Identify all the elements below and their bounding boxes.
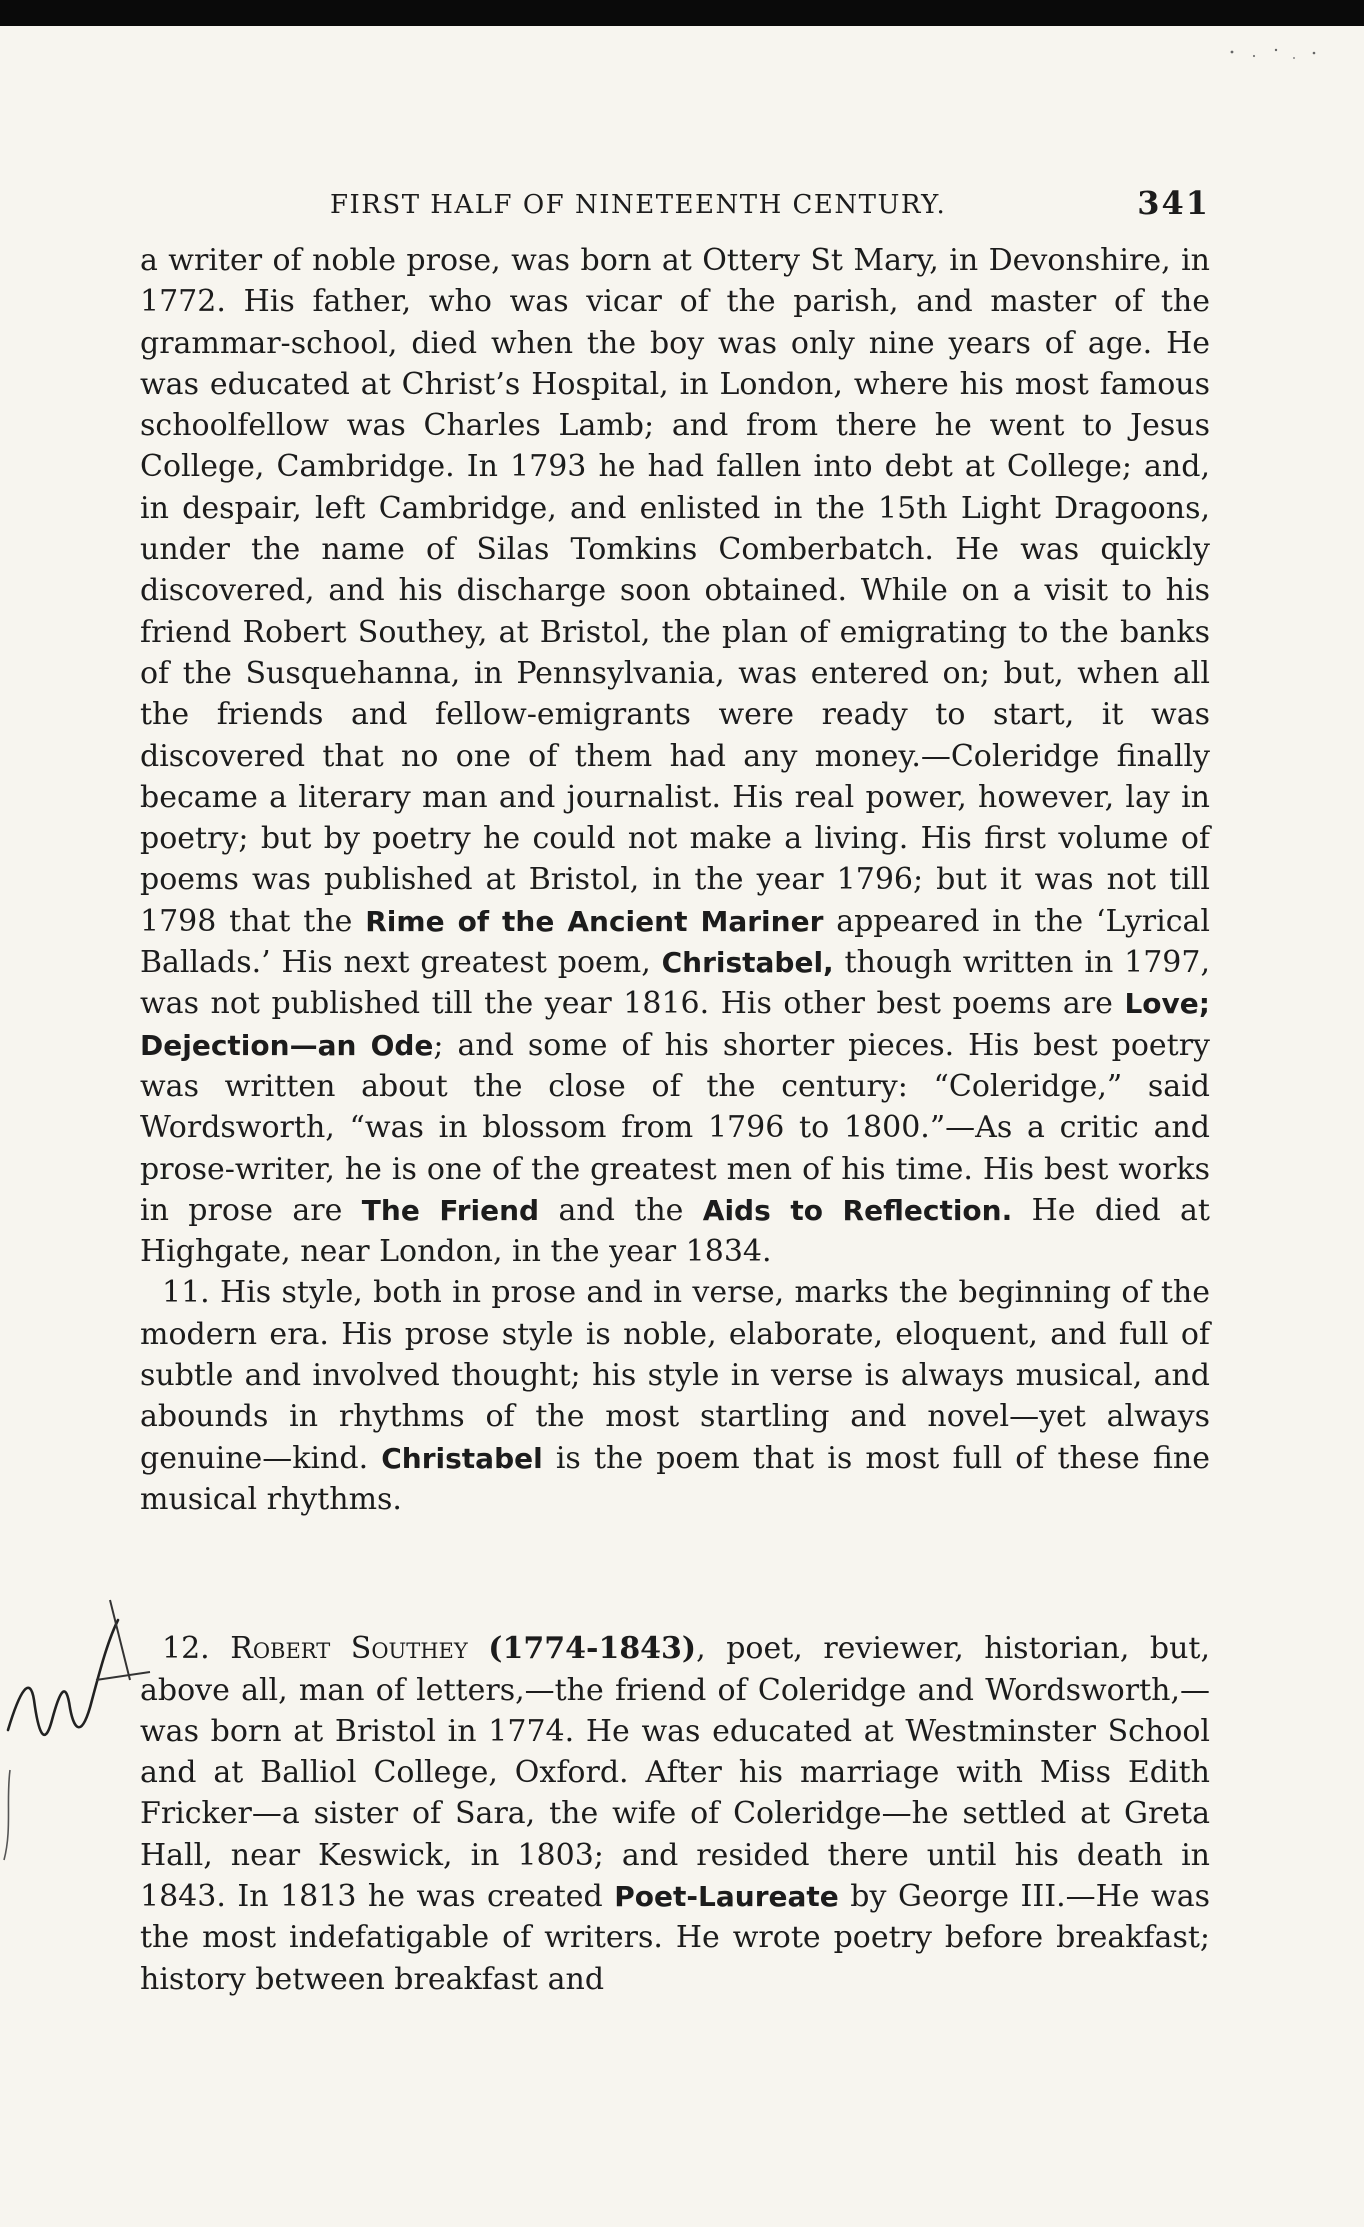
title-christabel-2: Christabel	[381, 1441, 543, 1475]
paragraph-coleridge-biography: a writer of noble prose, was born at Ottery St Mary, in Devonshire, in 1772. His father, who was vicar of the parish, and master of the grammar-school, died when the boy was only nine years of age. He was educated at Christ’s Hospital, in London, where his most famous schoolfellow was Charles Lamb; and from there he went to Jesus College, Cambridge. In 1793 he had fallen into debt at College; and, in despair, left Cambridge, and enlisted in the 15th Light Dragoons, under the name of Silas Tomkins Comberbatch. He was quickly discovered, and his discharge soon obtained. While on a visit to his friend Robert Southey, at Bristol, the plan of emigrating to the banks of the Susquehanna, in Pennsylvania, was entered on; but, when all the friends and fellow-emigrants were ready to start, it was discovered that no one of them had any money.—Coleridge finally became a literary man and journalist. His real power, however, lay in poetry; but by poetry he could not make a living. His first volume of poems was published at Bristol, in the year 1796; but it was not till 1798 that the Rime of the Ancient Mariner appeared in the ‘Lyrical Ballads.’ His next greatest poem, Christabel, though written in 1797, was not published till the year 1816. His other best poems are Love; Dejection—an Ode; and some of his shorter pieces. His best poetry was written about the close of the century: “Coleridge,” said Wordsworth, “was in blossom from 1796 to 1800.”—As a critic and prose-writer, he is one of the greatest men of his time. His best works in prose are The Friend and the Aids to Reflection. He died at Highgate, near London, in the year 1834.	[140, 243, 1211, 1270]
running-title: FIRST HALF OF NINETEENTH CENTURY.	[330, 190, 947, 220]
title-the-friend: The Friend	[361, 1193, 540, 1227]
running-header	[140, 170, 1210, 230]
paragraph-coleridge-style: 11. His style, both in prose and in verse, marks the beginning of the modern era. His prose style is noble, elaborate, eloquent, and full of subtle and involved thought; his style in verse is always musical, and abounds in rhythms of the most startling and novel—yet always genuine—kind. Christabel is the poem that is most full of these fine musical rhythms.	[140, 1275, 1210, 1517]
book-page	[140, 170, 1210, 2000]
page-number: 341	[1137, 184, 1210, 222]
title-poet-laureate: Poet-Laureate	[614, 1879, 839, 1913]
title-aids-to-reflection: Aids to Reflection.	[702, 1193, 1013, 1227]
body-text	[140, 240, 1210, 2000]
paragraph-southey-biography: 12. Robert Southey (1774-1843), poet, reviewer, historian, but, above all, man of letters,—the friend of Coleridge and Wordsworth,—was born at Bristol in 1774. He was educated at Westminster School and at Balliol College, Oxford. After his marriage with Miss Edith Fricker—a sister of Sara, the wife of Coleridge—he settled at Greta Hall, near Keswick, in 1803; and resided there until his death in 1843. In 1813 he was created Poet-Laureate by George III.—He was the most indefatigable of writers. He wrote poetry before breakfast; history between breakfast and	[140, 1631, 1211, 1997]
paper-specks	[1214, 44, 1334, 64]
title-love-dejection: Love; Dejection—an Ode	[140, 987, 1210, 1062]
title-rime-ancient-mariner: Rime of the Ancient Mariner	[365, 904, 824, 938]
author-name-southey: Robert Southey	[230, 1631, 468, 1667]
author-dates: (1774-1843)	[488, 1631, 697, 1667]
title-christabel: Christabel,	[661, 946, 834, 980]
section-gap	[140, 1520, 1210, 1628]
handwritten-margin-mark	[0, 1580, 160, 1880]
page-top-edge	[0, 0, 1364, 26]
